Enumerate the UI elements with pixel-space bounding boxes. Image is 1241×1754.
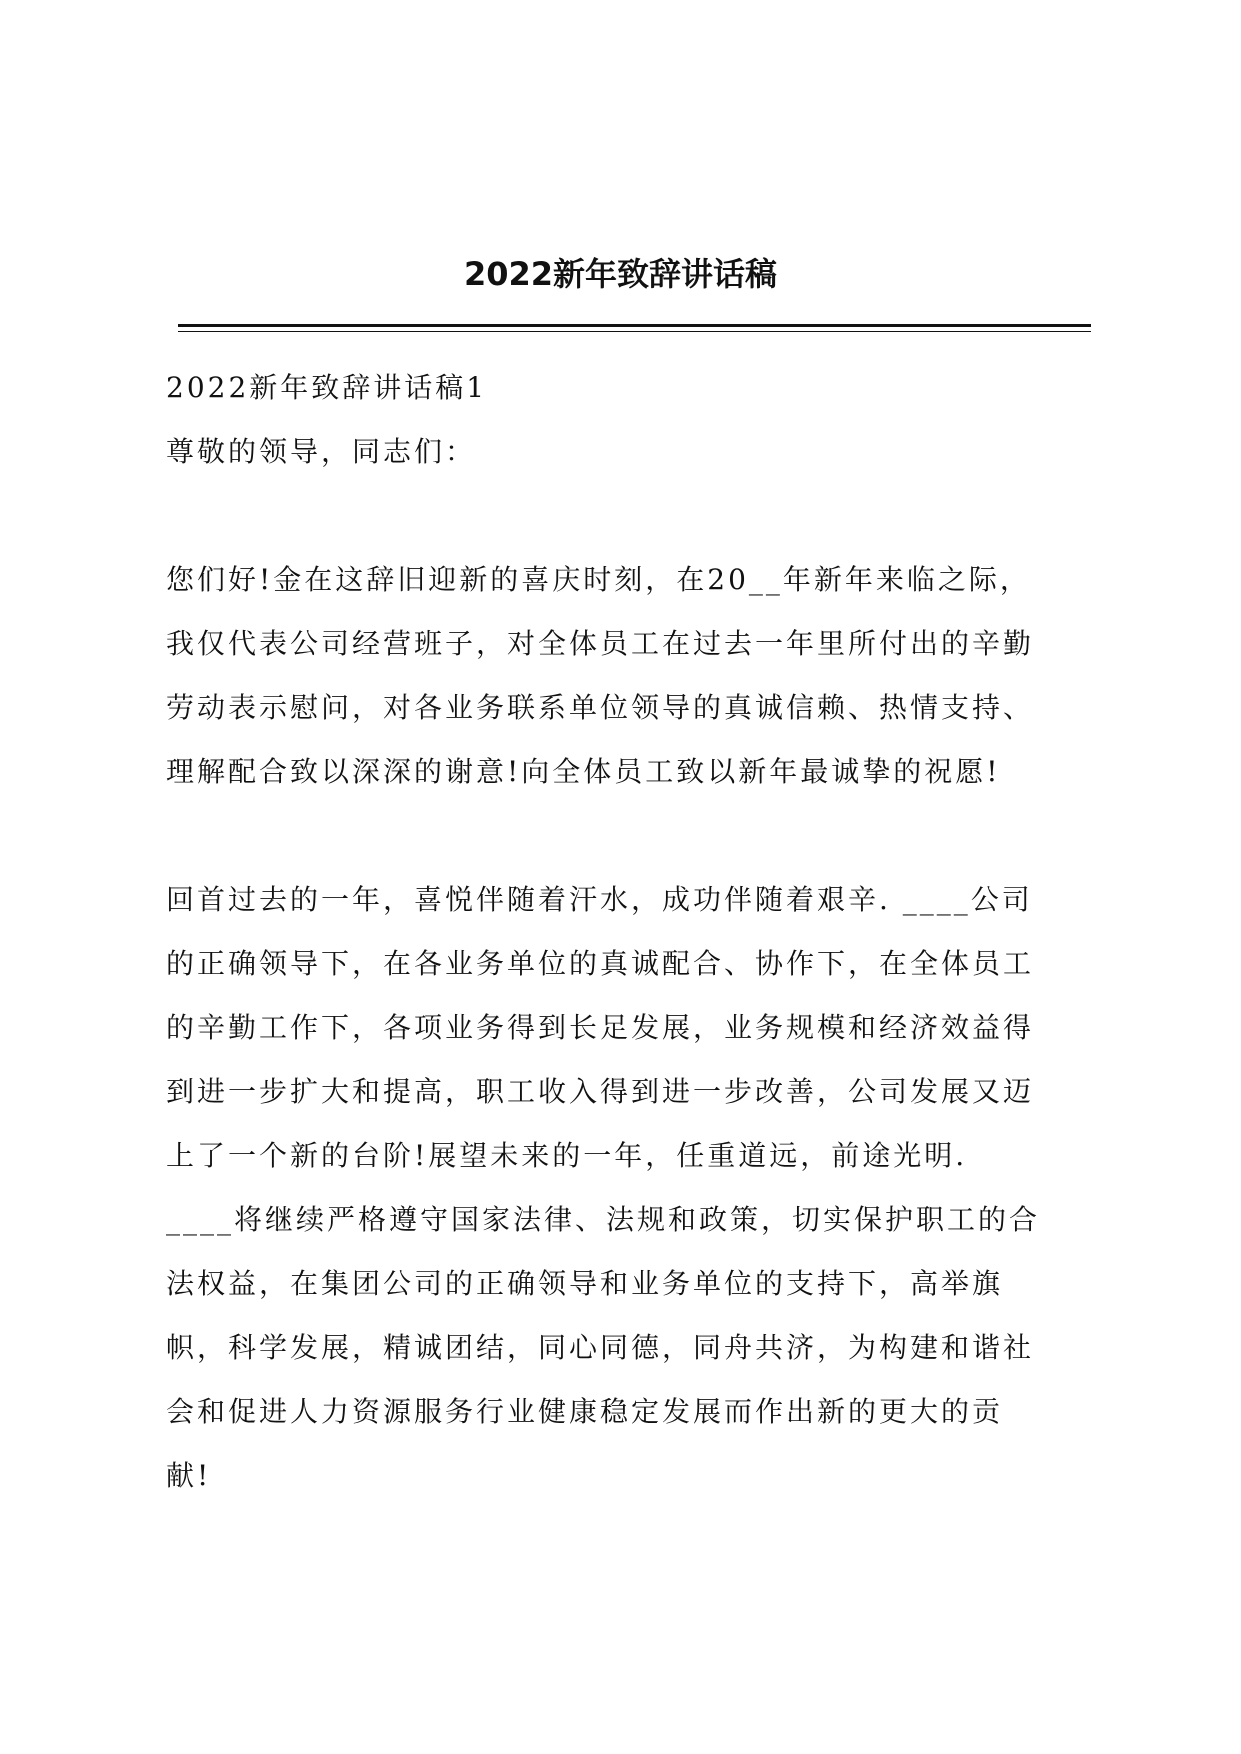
paragraph-line: 劳动表示慰问，对各业务联系单位领导的真诚信赖、热情支持、	[166, 691, 1035, 724]
paragraph-gap	[166, 484, 1096, 548]
paragraph-line: 会和促进人力资源服务行业健康稳定发展而作出新的更大的贡	[166, 1395, 1004, 1428]
paragraph-line: 我仅代表公司经营班子，对全体员工在过去一年里所付出的辛勤	[166, 627, 1035, 660]
section-heading: 2022新年致辞讲话稿1	[166, 371, 488, 404]
paragraph-line: 帜，科学发展，精诚团结，同心同德，同舟共济，为构建和谐社	[166, 1331, 1035, 1364]
paragraph-line: 的正确领导下，在各业务单位的真诚配合、协作下，在全体员工	[166, 947, 1035, 980]
title-rule-thin	[178, 331, 1091, 332]
paragraph-line: 的辛勤工作下，各项业务得到长足发展，业务规模和经济效益得	[166, 1011, 1035, 1044]
paragraph-gap	[166, 804, 1096, 868]
paragraph-1	[166, 548, 1096, 804]
paragraph-line: ____将继续严格遵守国家法律、法规和政策，切实保护职工的合	[166, 1203, 1041, 1236]
page-title: 2022新年致辞讲话稿	[463, 255, 778, 293]
paragraph-line: 法权益，在集团公司的正确领导和业务单位的支持下，高举旗	[166, 1267, 1004, 1300]
document-body	[166, 356, 1096, 1508]
paragraph-line: 回首过去的一年，喜悦伴随着汗水，成功伴随着艰辛. ____公司	[166, 883, 1033, 916]
paragraph-line: 上了一个新的台阶!展望未来的一年，任重道远，前途光明.	[166, 1139, 968, 1172]
salutation: 尊敬的领导，同志们：	[166, 435, 477, 468]
paragraph-2	[166, 868, 1096, 1508]
title-rule-thick	[178, 324, 1091, 327]
paragraph-line: 您们好!金在这辞旧迎新的喜庆时刻，在20__年新年来临之际，	[166, 563, 1031, 596]
paragraph-line: 到进一步扩大和提高，职工收入得到进一步改善，公司发展又迈	[166, 1075, 1035, 1108]
paragraph-line: 献!	[166, 1459, 212, 1492]
paragraph-line: 理解配合致以深深的谢意!向全体员工致以新年最诚挚的祝愿!	[166, 755, 1001, 788]
